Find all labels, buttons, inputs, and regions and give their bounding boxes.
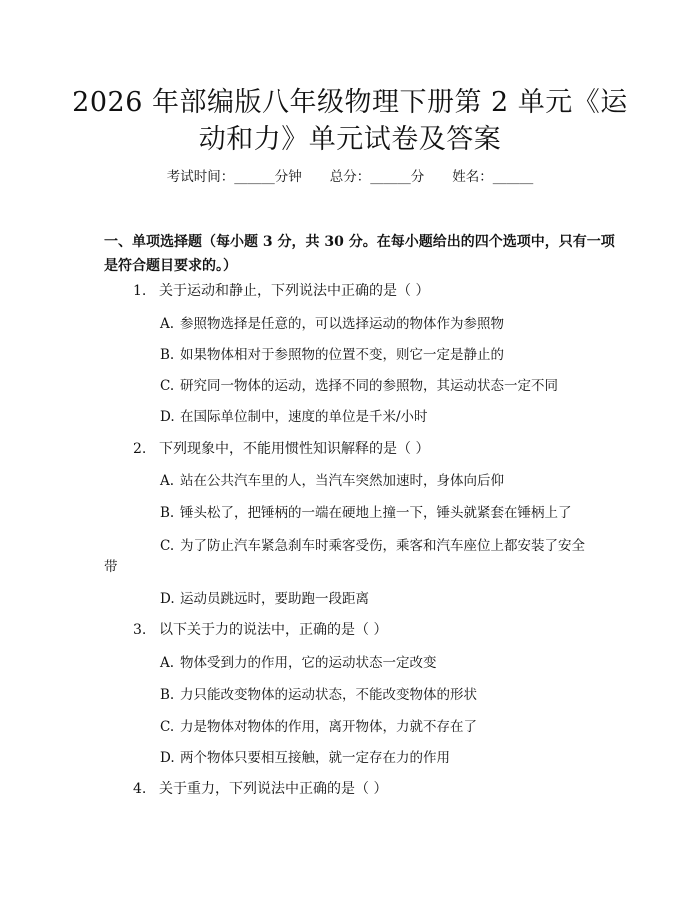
question-4 — [133, 778, 387, 800]
option-2c-wrap: 带 — [104, 559, 118, 575]
option-2b — [160, 502, 572, 524]
exam-score: 总分：______分 — [329, 169, 425, 185]
student-name: 姓名：______ — [452, 169, 534, 185]
section-heading-line-2: 是符合题目要求的。） — [104, 258, 237, 274]
question-1 — [133, 280, 429, 302]
option-1c — [160, 375, 558, 397]
option-label: B. — [160, 505, 175, 521]
option-label: C. — [160, 538, 175, 554]
exam-meta — [0, 166, 700, 188]
option-label: A. — [160, 655, 175, 671]
question-text: 关于重力，下列说法中正确的是（ ） — [159, 781, 388, 797]
option-2c — [160, 535, 585, 557]
question-text: 下列现象中，不能用惯性知识解释的是（ ） — [159, 441, 430, 457]
option-text: 为了防止汽车紧急刹车时乘客受伤，乘客和汽车座位上都安装了安全 — [180, 538, 585, 554]
option-label: D. — [160, 591, 175, 607]
question-text: 以下关于力的说法中，正确的是（ ） — [159, 622, 388, 638]
question-number: 1. — [133, 283, 147, 299]
question-number: 3. — [133, 622, 147, 638]
option-3b — [160, 684, 477, 706]
question-3 — [133, 619, 387, 641]
exam-title-line-1: 2026 年部编版八年级物理下册第 2 单元《运 — [72, 87, 628, 118]
option-label: A. — [160, 473, 175, 489]
option-text: 运动员跳远时，要助跑一段距离 — [180, 591, 369, 607]
question-2 — [133, 438, 429, 460]
question-text: 关于运动和静止，下列说法中正确的是（ ） — [159, 283, 430, 299]
option-text: 锤头松了，把锤柄的一端在硬地上撞一下，锤头就紧套在锤柄上了 — [180, 505, 572, 521]
option-1a — [160, 313, 504, 335]
option-3a — [160, 652, 437, 674]
option-2d — [160, 588, 369, 610]
exam-time: 考试时间：______分钟 — [166, 169, 302, 185]
question-number: 4. — [133, 781, 147, 797]
option-text: 在国际单位制中，速度的单位是千米/小时 — [180, 409, 428, 425]
option-label: B. — [160, 347, 175, 363]
option-text: 研究同一物体的运动，选择不同的参照物，其运动状态一定不同 — [180, 378, 558, 394]
option-label: D. — [160, 409, 175, 425]
option-label: C. — [160, 719, 175, 735]
option-text: 如果物体相对于参照物的位置不变，则它一定是静止的 — [180, 347, 504, 363]
option-text: 参照物选择是任意的，可以选择运动的物体作为参照物 — [180, 316, 504, 332]
option-label: D. — [160, 750, 175, 766]
section-heading-line-1: 一、单项选择题（每小题 3 分，共 30 分。在每小题给出的四个选项中，只有一项 — [104, 234, 615, 250]
option-text: 两个物体只要相互接触，就一定存在力的作用 — [180, 750, 450, 766]
option-1b — [160, 344, 504, 366]
option-text: 力是物体对物体的作用，离开物体，力就不存在了 — [180, 719, 477, 735]
question-number: 2. — [133, 441, 147, 457]
option-1d — [160, 406, 428, 428]
exam-title-line-2: 动和力》单元试卷及答案 — [198, 124, 502, 155]
option-text: 物体受到力的作用，它的运动状态一定改变 — [180, 655, 437, 671]
option-label: A. — [160, 316, 175, 332]
option-text: 站在公共汽车里的人，当汽车突然加速时，身体向后仰 — [180, 473, 504, 489]
option-label: C. — [160, 378, 175, 394]
option-label: B. — [160, 687, 175, 703]
option-3d — [160, 747, 450, 769]
option-text: 力只能改变物体的运动状态，不能改变物体的形状 — [180, 687, 477, 703]
option-2a — [160, 470, 504, 492]
option-3c — [160, 716, 477, 738]
